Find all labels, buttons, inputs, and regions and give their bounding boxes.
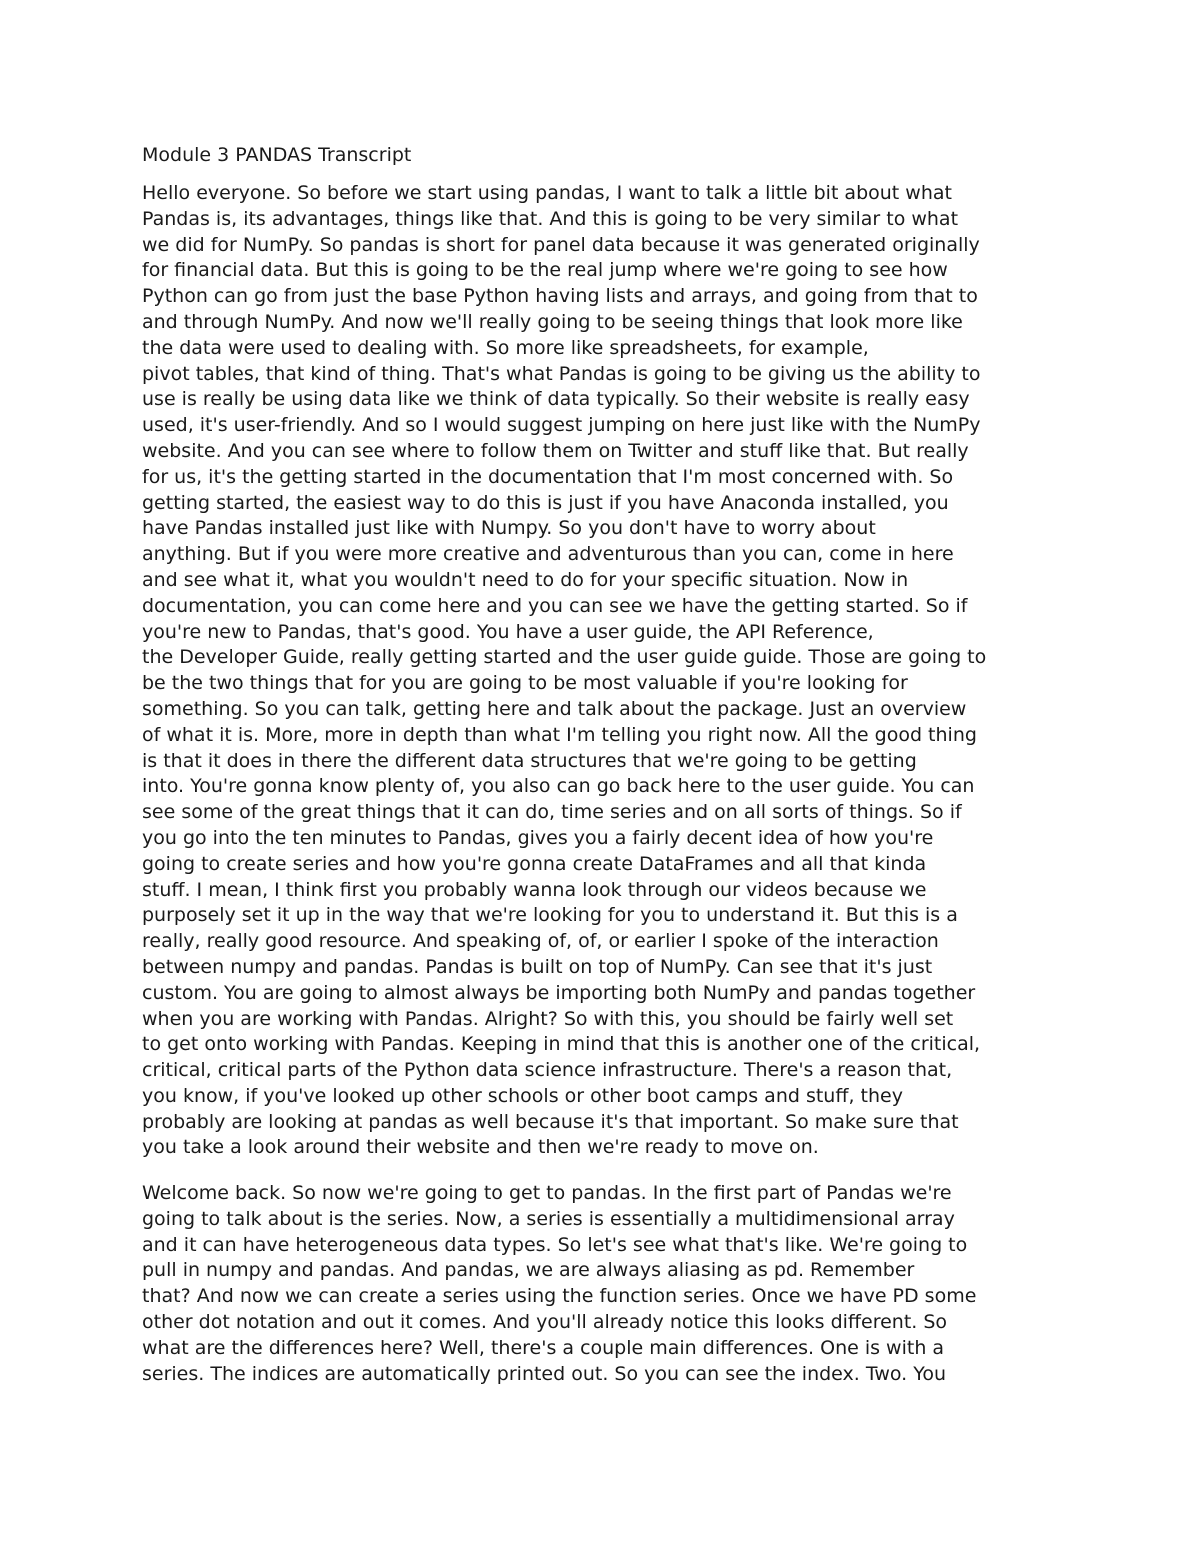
text-line: purposely set it up in the way that we're looking for you to understand it. But this is a (142, 904, 958, 927)
text-line: really, really good resource. And speaking of, of, or earlier I spoke of the interaction (142, 930, 939, 953)
text-line: between numpy and pandas. Pandas is built on top of NumPy. Can see that it's just (142, 955, 933, 978)
text-line: you go into the ten minutes to Pandas, gives you a fairly decent idea of how you're (142, 826, 934, 849)
text-line: have Pandas installed just like with Numpy. So you don't have to worry about (142, 517, 876, 540)
text-line: for financial data. But this is going to be the real jump where we're going to see how (142, 259, 948, 282)
text-line: that? And now we can create a series using the function series. Once we have PD some (142, 1285, 977, 1308)
text-line: what are the differences here? Well, there's a couple main differences. One is with a (142, 1336, 945, 1359)
text-line: into. You're gonna know plenty of, you also can go back here to the user guide. You can (142, 775, 975, 798)
text-line: going to create series and how you're gonna create DataFrames and all that kinda (142, 852, 927, 875)
text-line: going to talk about is the series. Now, a series is essentially a multidimensional array (142, 1207, 955, 1230)
text-line: Hello everyone. So before we start using pandas, I want to talk a little bit about what (142, 182, 952, 204)
text-line: the data were used to dealing with. So more like spreadsheets, for example, (142, 336, 869, 359)
text-line: stuff. I mean, I think first you probably wanna look through our videos because we (142, 878, 927, 901)
text-line: we did for NumPy. So pandas is short for panel data because it was generated originally (142, 233, 980, 256)
text-line: for us, it's the getting started in the documentation that I'm most concerned with. So (142, 465, 954, 488)
text-line: website. And you can see where to follow them on Twitter and stuff like that. But really (142, 439, 969, 462)
text-line: and it can have heterogeneous data types. So let's see what that's like. We're going to (142, 1233, 968, 1256)
text-line: when you are working with Pandas. Alright? So with this, you should be fairly well set (142, 1007, 954, 1030)
text-line: you take a look around their website and then we're ready to move on. (142, 1136, 819, 1159)
text-line: something. So you can talk, getting here and talk about the package. Just an overview (142, 697, 967, 720)
text-line: critical, critical parts of the Python data science infrastructure. There's a reason that, (142, 1059, 953, 1082)
text-line: probably are looking at pandas as well because it's that important. So make sure that (142, 1110, 959, 1133)
text-line: pull in numpy and pandas. And pandas, we are always aliasing as pd. Remember (142, 1259, 915, 1282)
text-line: of what it is. More, more in depth than what I'm telling you right now. All the good thing (142, 723, 977, 746)
text-line: Pandas is, its advantages, things like that. And this is going to be very similar to what (142, 207, 959, 230)
text-line: and see what it, what you wouldn't need to do for your specific situation. Now in (142, 568, 909, 591)
document-title: Module 3 PANDAS Transcript (142, 144, 412, 166)
text-line: you're new to Pandas, that's good. You have a user guide, the API Reference, (142, 620, 874, 643)
text-line: used, it's user-friendly. And so I would suggest jumping on here just like with the NumPy (142, 414, 981, 437)
text-line: custom. You are going to almost always be importing both NumPy and pandas together (142, 981, 976, 1004)
text-line: you know, if you've looked up other schools or other boot camps and stuff, they (142, 1084, 903, 1107)
text-line: Python can go from just the base Python having lists and arrays, and going from that to (142, 285, 978, 308)
text-line: documentation, you can come here and you can see we have the getting started. So if (142, 594, 968, 617)
text-line: pivot tables, that kind of thing. That's what Pandas is going to be giving us the ability to (142, 362, 981, 385)
text-line: is that it does in there the different data structures that we're going to be getting (142, 749, 917, 772)
text-line: Welcome back. So now we're going to get to pandas. In the first part of Pandas we're (142, 1182, 952, 1204)
text-line: see some of the great things that it can do, time series and on all sorts of things. So if (142, 801, 962, 824)
text-line: other dot notation and out it comes. And you'll already notice this looks different. So (142, 1310, 948, 1333)
text-line: series. The indices are automatically printed out. So you can see the index. Two. You (142, 1362, 946, 1385)
transcript-paragraph (142, 181, 986, 1161)
text-line: the Developer Guide, really getting started and the user guide guide. Those are going to (142, 646, 987, 669)
text-line: anything. But if you were more creative and adventurous than you can, come in here (142, 543, 954, 566)
text-line: to get onto working with Pandas. Keeping in mind that this is another one of the critical, (142, 1033, 981, 1056)
text-line: and through NumPy. And now we'll really going to be seeing things that look more like (142, 310, 963, 333)
transcript-paragraph (142, 1181, 976, 1387)
text-line: use is really be using data like we think of data typically. So their website is really easy (142, 388, 970, 411)
text-line: be the two things that for you are going to be most valuable if you're looking for (142, 672, 908, 695)
text-line: getting started, the easiest way to do this is just if you have Anaconda installed, you (142, 491, 949, 514)
